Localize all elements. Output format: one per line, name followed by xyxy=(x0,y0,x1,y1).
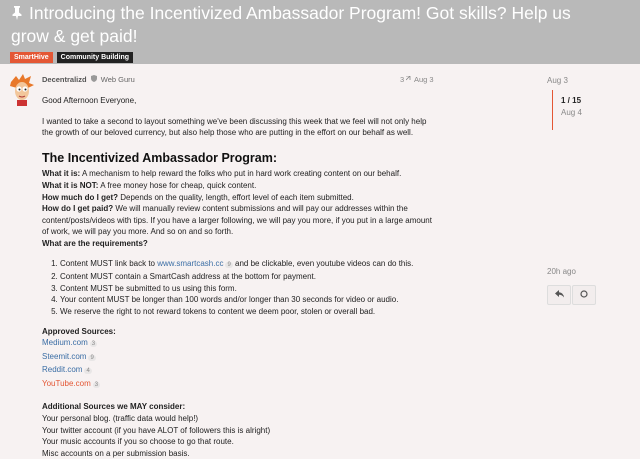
approved-sources-heading: Approved Sources: xyxy=(42,326,116,336)
timeline-current-date: Aug 4 xyxy=(561,108,582,117)
reply-arrow-icon xyxy=(406,75,414,84)
timeline-scroller-bar[interactable] xyxy=(552,90,553,130)
circle-icon xyxy=(580,290,588,300)
source-steemit: Steemit.com 9 xyxy=(42,351,94,361)
post-date[interactable]: Aug 3 xyxy=(413,75,434,84)
source-youtube: YouTube.com 3 xyxy=(42,378,99,388)
qa-how-much: How much do I get? Depends on the quality, length, effort level of each item submitted. xyxy=(42,192,354,202)
post-body xyxy=(42,95,432,459)
requirements-list xyxy=(42,258,432,318)
additional-source: Your music accounts if you so choose to go that route. xyxy=(42,437,234,447)
additional-source: Misc accounts on a per submission basis. xyxy=(42,448,190,458)
additional-sources xyxy=(42,401,432,459)
program-details xyxy=(42,168,432,249)
requirement-5: 5. We reserve the right to not reward tokens to content we deem poor, stolen or overall bad. xyxy=(60,306,432,318)
source-reddit: Reddit.com 4 xyxy=(42,365,90,375)
link-click-count: 9 xyxy=(227,261,231,268)
intro-paragraph: I wanted to take a second to layout something we've been discussing this week that we feel will not only help the growth of our beloved currency, but also help those who are putting in the effort on our behalf as well. xyxy=(42,116,427,138)
category-smarthive[interactable]: SmartHive xyxy=(10,52,53,63)
requirement-2: 2. Content MUST contain a SmartCash address at the bottom for payment. xyxy=(60,271,432,283)
qa-how-paid: How do I get paid? We will manually review content submissions and will pay our addresses within the content/posts/videos with tips. If you have a larger following, we will pay you more, if you put in a large amount of work, we will pay you more. And so on and so forth. xyxy=(42,204,432,237)
category-badges xyxy=(10,52,133,63)
notification-button[interactable] xyxy=(572,285,596,305)
source-medium: Medium.com 3 xyxy=(42,338,96,348)
avatar[interactable] xyxy=(9,74,35,106)
approved-sources xyxy=(42,326,432,392)
timeline-end-date[interactable]: 20h ago xyxy=(547,267,576,276)
topic-title xyxy=(11,2,571,48)
reply-icon xyxy=(555,290,564,300)
username[interactable]: Decentralizd xyxy=(42,75,87,84)
additional-source: Your personal blog. (traffic data would help!) xyxy=(42,414,199,424)
topic-title-text: Introducing the Incentivized Ambassador Program! Got skills? Help us grow & get paid! xyxy=(11,3,571,46)
requirement-4: 4. Your content MUST be longer than 100 words and/or longer than 30 seconds for video or audio. xyxy=(60,294,432,306)
additional-source: Your twitter account (if you have ALOT of followers this is alright) xyxy=(42,425,271,435)
additional-sources-heading: Additional Sources we MAY consider: xyxy=(42,402,186,412)
user-title: Web Guru xyxy=(100,75,135,84)
category-community-building[interactable]: Community Building xyxy=(57,52,133,63)
reply-count[interactable]: 3 xyxy=(400,75,405,84)
greeting: Good Afternoon Everyone, xyxy=(42,96,137,105)
post-meta xyxy=(400,75,434,84)
requirement-3: 3. Content MUST be submitted to us using this form. xyxy=(60,283,432,295)
timeline-position: 1 / 15 xyxy=(561,96,582,105)
reply-button[interactable] xyxy=(547,285,571,305)
requirements-heading: What are the requirements? xyxy=(42,238,148,248)
qa-what-it-is-not: What it is NOT: A free money hose for cheap, quick content. xyxy=(42,180,257,190)
smartcash-link[interactable]: www.smartcash.cc xyxy=(157,258,224,268)
timeline-start-date[interactable]: Aug 3 xyxy=(547,76,568,85)
qa-what-it-is: What it is: A mechanism to help reward the folks who put in hard work creating content on our behalf. xyxy=(42,169,402,179)
shield-icon xyxy=(91,75,97,84)
pin-icon xyxy=(11,2,27,25)
requirement-1: 1. Content MUST link back to www.smartcash.cc 9 and be clickable, even youtube videos can do this. xyxy=(60,258,432,272)
post-author xyxy=(42,75,135,84)
program-heading: The Incentivized Ambassador Program: xyxy=(42,150,278,165)
